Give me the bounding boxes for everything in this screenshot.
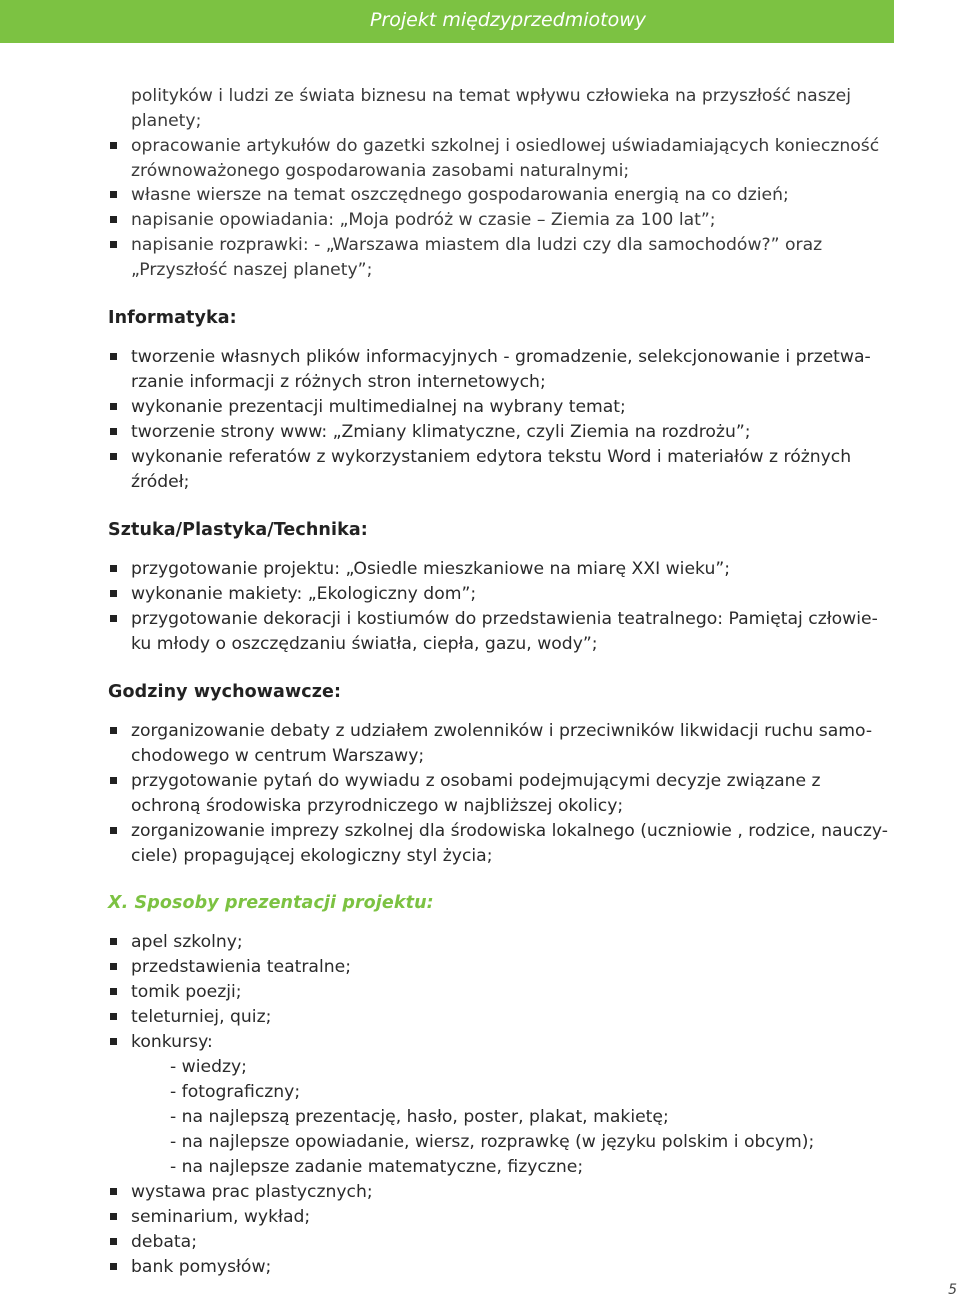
list-item: „Przyszłość naszej planety”; [131,260,373,280]
list-item: ku młody o oszczędzaniu światła, ciepła, gazu, wody”; [131,634,598,654]
list-item: własne wiersze na temat oszczędnego gospodarowania energią na co dzień; [131,185,789,205]
list-item: opracowanie artykułów do gazetki szkolnej i osiedlowej uświadamiających konieczność [131,136,880,156]
list-item: przedstawienia teatralne; [131,957,351,977]
list-item: konkursy: [131,1032,213,1052]
bullet-icon [110,590,117,597]
list-item: przygotowanie projektu: „Osiedle mieszkaniowe na miarę XXI wieku”; [131,559,731,579]
list-item: chodowego w centrum Warszawy; [131,746,425,766]
list-item: przygotowanie pytań do wywiadu z osobami podejmującymi decyzje związane z [131,771,821,791]
header-banner [0,0,894,43]
section-heading: Sztuka/Plastyka/Technika: [108,520,368,540]
bullet-icon [110,565,117,572]
list-item: wykonanie referatów z wykorzystaniem edytora tekstu Word i materiałów z różnych [131,447,852,467]
list-item: przygotowanie dekoracji i kostiumów do przedstawienia teatralnego: Pamiętaj człowie- [131,609,878,629]
list-item: wykonanie prezentacji multimedialnej na wybrany temat; [131,397,626,417]
section-heading: Godziny wychowawcze: [108,682,342,702]
bullet-icon [110,353,117,360]
bullet-icon [110,1013,117,1020]
sub-list-item: - wiedzy; [170,1057,247,1077]
bullet-icon [110,827,117,834]
bullet-icon [110,963,117,970]
list-item: tworzenie własnych plików informacyjnych - gromadzenie, selekcjonowanie i przetwa- [131,347,871,367]
sub-list-item: - na najlepsze zadanie matematyczne, fizyczne; [170,1157,584,1177]
list-item: wystawa prac plastycznych; [131,1182,373,1202]
bullet-icon [110,727,117,734]
sub-list-item: - na najlepszą prezentację, hasło, poster, plakat, makietę; [170,1107,669,1127]
list-item: apel szkolny; [131,932,243,952]
bullet-icon [110,216,117,223]
list-item: ochroną środowiska przyrodniczego w najbliższej okolicy; [131,796,624,816]
bullet-icon [110,453,117,460]
bullet-icon [110,615,117,622]
list-item: zrównoważonego gospodarowania zasobami naturalnymi; [131,161,630,181]
bullet-icon [110,1188,117,1195]
list-item: źródeł; [131,472,190,492]
list-item: napisanie opowiadania: „Moja podróż w czasie – Ziemia za 100 lat”; [131,210,716,230]
bullet-icon [110,428,117,435]
bullet-icon [110,142,117,149]
list-item: tomik poezji; [131,982,242,1002]
sub-list-item: - na najlepsze opowiadanie, wiersz, rozprawkę (w języku polskim i obcym); [170,1132,815,1152]
bullet-icon [110,191,117,198]
bullet-icon [110,1038,117,1045]
list-item: debata; [131,1232,197,1252]
bullet-icon [110,938,117,945]
list-item: rzanie informacji z różnych stron internetowych; [131,372,546,392]
list-item: tworzenie strony www: „Zmiany klimatyczne, czyli Ziemia na rozdrożu”; [131,422,751,442]
list-item: zorganizowanie debaty z udziałem zwolenników i przeciwników likwidacji ruchu samo- [131,721,873,741]
list-item: wykonanie makiety: „Ekologiczny dom”; [131,584,477,604]
list-item: planety; [131,111,202,131]
bullet-icon [110,1213,117,1220]
banner-title: Projekt międzyprzedmiotowy [370,9,646,31]
list-item: zorganizowanie imprezy szkolnej dla środowiska lokalnego (uczniowie , rodzice, nauczy- [131,821,888,841]
sub-list-item: - fotograficzny; [170,1082,301,1102]
bullet-icon [110,777,117,784]
section-heading: X. Sposoby prezentacji projektu: [108,893,434,913]
bullet-icon [110,988,117,995]
bullet-icon [110,241,117,248]
bullet-icon [110,1238,117,1245]
bullet-icon [110,403,117,410]
bullet-icon [110,1263,117,1270]
page-number: 5 [948,1282,957,1298]
list-item: ciele) propagującej ekologiczny styl życia; [131,846,493,866]
list-item: polityków i ludzi ze świata biznesu na temat wpływu człowieka na przyszłość naszej [131,86,852,106]
list-item: teleturniej, quiz; [131,1007,272,1027]
list-item: napisanie rozprawki: - „Warszawa miastem dla ludzi czy dla samochodów?” oraz [131,235,823,255]
list-item: bank pomysłów; [131,1257,272,1277]
section-heading: Informatyka: [108,308,237,328]
list-item: seminarium, wykład; [131,1207,311,1227]
